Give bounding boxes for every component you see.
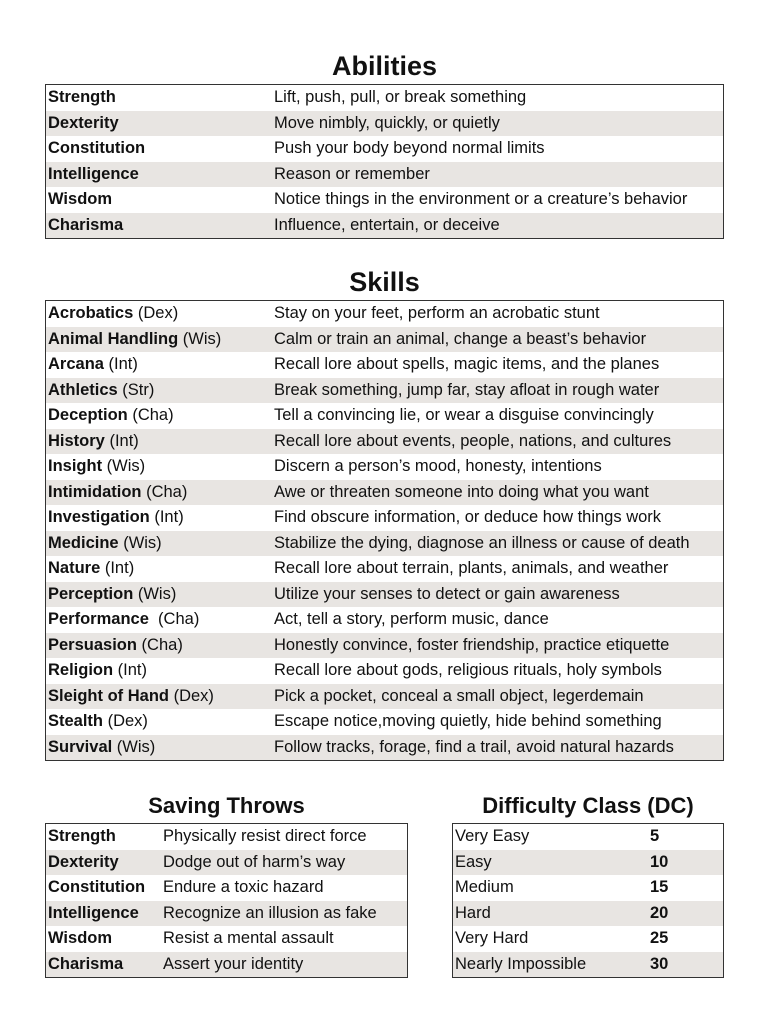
save-name: Constitution bbox=[48, 878, 146, 897]
skill-description: Stay on your feet, perform an acrobatic stunt bbox=[274, 304, 600, 323]
table-row bbox=[46, 875, 408, 901]
skill-cell bbox=[46, 301, 273, 327]
table-row bbox=[46, 952, 408, 978]
ability-name: Charisma bbox=[46, 213, 273, 239]
skill-name: Stealth bbox=[48, 712, 104, 731]
table-row bbox=[46, 136, 724, 162]
saving-throws-title: Saving Throws bbox=[148, 793, 305, 818]
skill-cell bbox=[46, 454, 273, 480]
table-row bbox=[46, 735, 724, 761]
table-row bbox=[453, 850, 724, 876]
table-row bbox=[46, 454, 724, 480]
skill-description: Follow tracks, forage, find a trail, avoid natural hazards bbox=[272, 735, 724, 761]
ability-name: Strength bbox=[48, 88, 116, 107]
skill-name: Acrobatics bbox=[48, 304, 134, 323]
table-row bbox=[46, 213, 724, 239]
skill-description: Honestly convince, foster friendship, practice etiquette bbox=[272, 633, 724, 659]
skill-cell bbox=[46, 735, 273, 761]
dc-value: 10 bbox=[648, 850, 724, 876]
skill-name: Religion bbox=[48, 661, 114, 680]
skill-cell bbox=[46, 505, 273, 531]
skill-ability: (Str) bbox=[117, 380, 155, 399]
ability-name: Wisdom bbox=[48, 190, 113, 209]
skill-name: Intimidation bbox=[48, 482, 142, 501]
table-row bbox=[453, 952, 724, 978]
skill-cell bbox=[46, 429, 273, 455]
save-description: Recognize an illusion as fake bbox=[161, 901, 408, 927]
skill-cell bbox=[46, 684, 273, 710]
skills-table bbox=[45, 300, 724, 761]
skill-cell bbox=[46, 352, 273, 378]
skill-cell bbox=[46, 658, 273, 684]
dc-label: Very Hard bbox=[455, 929, 529, 948]
table-row bbox=[46, 378, 724, 404]
abilities-title: Abilities bbox=[331, 51, 438, 81]
skill-description: Tell a convincing lie, or wear a disguise convincingly bbox=[274, 406, 654, 425]
save-description: Dodge out of harm’s way bbox=[161, 850, 408, 876]
skill-name: Arcana bbox=[48, 355, 104, 374]
skill-name: Animal Handling bbox=[48, 329, 179, 348]
table-row bbox=[453, 926, 724, 952]
save-name: Dexterity bbox=[46, 850, 162, 876]
skill-description: Recall lore about gods, religious rituals, holy symbols bbox=[274, 661, 662, 680]
skill-name: History bbox=[48, 431, 105, 450]
table-row bbox=[46, 658, 724, 684]
skill-ability: (Dex) bbox=[103, 712, 148, 731]
save-description: Resist a mental assault bbox=[163, 929, 334, 948]
save-description: Physically resist direct force bbox=[163, 827, 367, 846]
save-description: Assert your identity bbox=[161, 952, 408, 978]
skill-description: Recall lore about terrain, plants, animals, and weather bbox=[274, 559, 669, 578]
skill-ability: (Int) bbox=[103, 355, 138, 374]
skill-name: Deception bbox=[48, 406, 128, 425]
table-row bbox=[46, 301, 724, 327]
table-row bbox=[46, 327, 724, 353]
table-row bbox=[46, 505, 724, 531]
skill-ability: (Wis) bbox=[133, 584, 177, 603]
table-row bbox=[46, 352, 724, 378]
ability-name: Dexterity bbox=[46, 111, 273, 137]
dc-label: Easy bbox=[453, 850, 649, 876]
ability-description: Lift, push, pull, or break something bbox=[274, 88, 527, 107]
table-row bbox=[46, 162, 724, 188]
skill-name: Investigation bbox=[48, 508, 150, 527]
skill-description: Recall lore about events, people, nations, and cultures bbox=[272, 429, 724, 455]
skill-ability: (Wis) bbox=[102, 457, 146, 476]
skill-name: Persuasion bbox=[48, 635, 137, 654]
skill-description: Calm or train an animal, change a beast’s behavior bbox=[272, 327, 724, 353]
skill-cell bbox=[46, 709, 273, 735]
skill-name: Perception bbox=[48, 584, 134, 603]
table-row bbox=[46, 633, 724, 659]
table-row bbox=[46, 709, 724, 735]
table-row bbox=[46, 429, 724, 455]
table-row bbox=[46, 850, 408, 876]
skill-name: Athletics bbox=[48, 380, 118, 399]
skill-cell bbox=[46, 480, 273, 506]
skill-cell bbox=[46, 556, 273, 582]
difficulty-class-section bbox=[452, 788, 724, 978]
skill-description: Act, tell a story, perform music, dance bbox=[274, 610, 549, 629]
difficulty-class-title: Difficulty Class (DC) bbox=[482, 793, 694, 818]
saving-throws-section bbox=[45, 788, 408, 978]
dc-label: Very Easy bbox=[455, 827, 530, 846]
dc-value: 5 bbox=[650, 827, 660, 846]
skill-ability: (Int) bbox=[100, 559, 135, 578]
table-row bbox=[46, 684, 724, 710]
dc-value: 30 bbox=[648, 952, 724, 978]
table-row bbox=[46, 582, 724, 608]
skill-ability: (Int) bbox=[149, 508, 184, 527]
skill-description: Pick a pocket, conceal a small object, legerdemain bbox=[272, 684, 724, 710]
ability-description: Influence, entertain, or deceive bbox=[272, 213, 724, 239]
skill-name: Nature bbox=[48, 559, 101, 578]
skill-cell bbox=[46, 582, 273, 608]
dc-value: 25 bbox=[650, 929, 669, 948]
save-name: Charisma bbox=[46, 952, 162, 978]
skill-cell bbox=[46, 633, 273, 659]
skill-name: Insight bbox=[48, 457, 103, 476]
save-name: Intelligence bbox=[46, 901, 162, 927]
skill-name: Sleight of Hand bbox=[48, 686, 169, 705]
skills-title: Skills bbox=[349, 267, 420, 297]
table-row bbox=[453, 824, 724, 850]
skill-ability: (Dex) bbox=[169, 686, 214, 705]
table-row bbox=[46, 403, 724, 429]
skill-description: Discern a person’s mood, honesty, intentions bbox=[274, 457, 602, 476]
save-name: Strength bbox=[48, 827, 116, 846]
table-row bbox=[46, 824, 408, 850]
dc-label: Hard bbox=[453, 901, 649, 927]
ability-description: Reason or remember bbox=[272, 162, 724, 188]
skill-cell bbox=[46, 378, 273, 404]
table-row bbox=[46, 531, 724, 557]
skill-cell bbox=[46, 531, 273, 557]
table-row bbox=[46, 556, 724, 582]
skill-cell bbox=[46, 607, 273, 633]
table-row bbox=[46, 85, 724, 111]
skill-ability: (Cha) bbox=[141, 482, 188, 501]
dc-label: Medium bbox=[455, 878, 514, 897]
skill-ability: (Dex) bbox=[133, 304, 179, 323]
abilities-table bbox=[45, 84, 724, 239]
dc-label: Nearly Impossible bbox=[453, 952, 649, 978]
skill-description: Recall lore about spells, magic items, and the planes bbox=[274, 355, 660, 374]
skill-description: Break something, jump far, stay afloat in rough water bbox=[272, 378, 724, 404]
skill-name: Medicine bbox=[48, 533, 119, 552]
save-description: Endure a toxic hazard bbox=[163, 878, 324, 897]
table-row bbox=[453, 901, 724, 927]
skill-description: Find obscure information, or deduce how things work bbox=[274, 508, 662, 527]
skill-description: Escape notice,moving quietly, hide behind something bbox=[274, 712, 662, 731]
ability-name: Constitution bbox=[48, 139, 146, 158]
ability-description: Notice things in the environment or a creature’s behavior bbox=[274, 190, 688, 209]
skill-cell bbox=[46, 327, 273, 353]
table-row bbox=[46, 111, 724, 137]
skill-name: Performance bbox=[48, 610, 149, 629]
skills-section bbox=[45, 264, 724, 761]
skill-description: Utilize your senses to detect or gain awareness bbox=[272, 582, 724, 608]
skill-ability: (Cha) bbox=[127, 406, 174, 425]
save-name: Wisdom bbox=[48, 929, 113, 948]
difficulty-class-table bbox=[452, 823, 724, 978]
dc-value: 20 bbox=[648, 901, 724, 927]
skill-description: Awe or threaten someone into doing what you want bbox=[272, 480, 724, 506]
table-row bbox=[46, 926, 408, 952]
ability-name: Intelligence bbox=[46, 162, 273, 188]
skill-cell bbox=[46, 403, 273, 429]
skill-ability: (Wis) bbox=[118, 533, 162, 552]
dc-value: 15 bbox=[650, 878, 669, 897]
skill-ability: (Wis) bbox=[112, 737, 156, 756]
skill-ability: (Cha) bbox=[148, 610, 200, 629]
skill-name: Survival bbox=[48, 737, 113, 756]
skill-ability: (Int) bbox=[104, 431, 139, 450]
ability-description: Move nimbly, quickly, or quietly bbox=[272, 111, 724, 137]
skill-ability: (Cha) bbox=[136, 635, 183, 654]
skill-ability: (Int) bbox=[113, 661, 148, 680]
skill-description: Stabilize the dying, diagnose an illness or cause of death bbox=[272, 531, 724, 557]
table-row bbox=[453, 875, 724, 901]
saving-throws-table bbox=[45, 823, 408, 978]
skill-ability: (Wis) bbox=[178, 329, 222, 348]
table-row bbox=[46, 607, 724, 633]
ability-description: Push your body beyond normal limits bbox=[274, 139, 545, 158]
table-row bbox=[46, 480, 724, 506]
abilities-section bbox=[45, 48, 724, 239]
table-row bbox=[46, 901, 408, 927]
table-row bbox=[46, 187, 724, 213]
